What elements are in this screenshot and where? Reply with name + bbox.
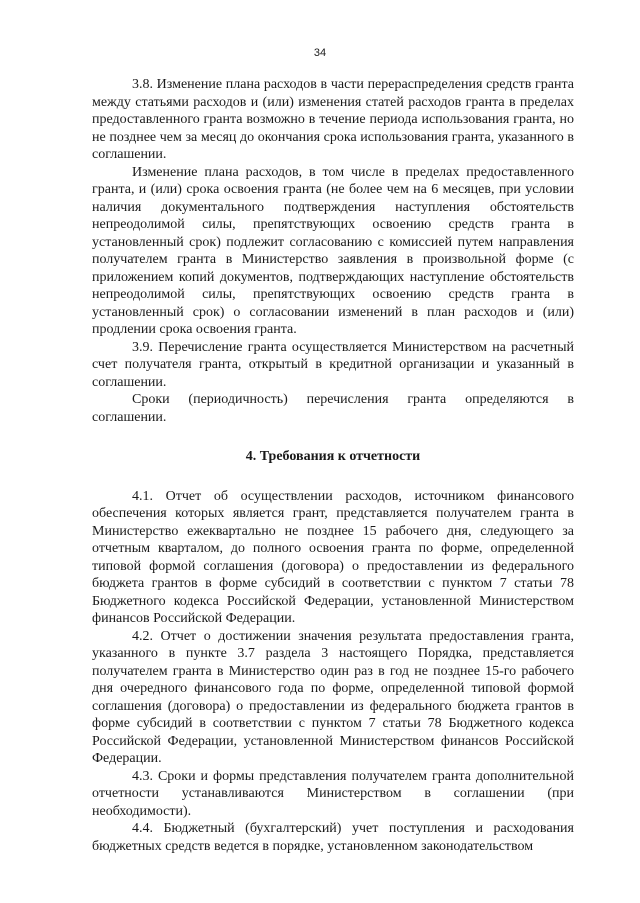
paragraph-4-4: 4.4. Бюджетный (бухгалтерский) учет поступления и расходования бюджетных средств ведется в порядке, установленном законодательством [92,821,574,854]
paragraph-4-3: 4.3. Сроки и формы представления получателем гранта дополнительной отчетности устанавливаются Министерством в соглашении (при необходимости). [92,768,574,819]
paragraph-3-9: 3.9. Перечисление гранта осуществляется Министерством на расчетный счет получателя гранта, открытый в кредитной организации и указанный в соглашении. [92,339,574,390]
paragraph-4-2: 4.2. Отчет о достижении значения результата предоставления гранта, указанного в пункте 3.7 раздела 3 настоящего Порядка, представляется получателем гранта в Министерство один раз в год не позднее 15-го рабочего дня очередного финансового года по форме, определенной типовой формой соглашения (договора) о предоставлении из федерального бюджета грантов в форме субсидий в соответствии с пунктом 7 статьи 78 Бюджетного кодекса Российской Федерации, установленной Министерством финансов Российской Федерации. [92,628,574,766]
paragraph-transfer-terms: Сроки (периодичность) перечисления гранта определяются в соглашении. [92,392,574,425]
paragraph-3-8: 3.8. Изменение плана расходов в части перераспределения средств гранта между статьями расходов и (или) изменения статей расходов гранта в пределах предоставленного гранта возможно в течение периода использования гранта, но не позднее чем за месяц до окончания срока использования гранта, указанного в соглашении. [92,77,574,162]
page-number: 34 [313,47,327,59]
document-body [92,76,574,855]
paragraph-plan-change: Изменение плана расходов, в том числе в пределах предоставленного гранта, и (или) срока освоения гранта (не более чем на 6 месяцев, при условии наличия документального подтверждения наступления обстоятельств непреодолимой силы, препятствующих освоению средств гранта в установленный срок) подлежит согласованию с комиссией путем направления получателем гранта в Министерство заявления в произвольной форме (с приложением копий документов, подтверждающих наступление обстоятельств непреодолимой силы, препятствующих освоению средств гранта в установленный срок) о согласовании изменений в план расходов и (или) продлении срока освоения гранта. [92,164,574,337]
paragraph-4-1: 4.1. Отчет об осуществлении расходов, источником финансового обеспечения которых является грант, представляется получателем гранта в Министерство ежеквартально не позднее 15 рабочего дня, следующего за отчетным кварталом, до полного освоения гранта по форме, определенной типовой формой соглашения (договора) о предоставлении из федерального бюджета грантов в форме субсидий в соответствии с пунктом 7 статьи 78 Бюджетного кодекса Российской Федерации, установленной Министерством финансов Российской Федерации. [92,488,574,626]
section-heading-reporting: 4. Требования к отчетности [245,449,421,464]
